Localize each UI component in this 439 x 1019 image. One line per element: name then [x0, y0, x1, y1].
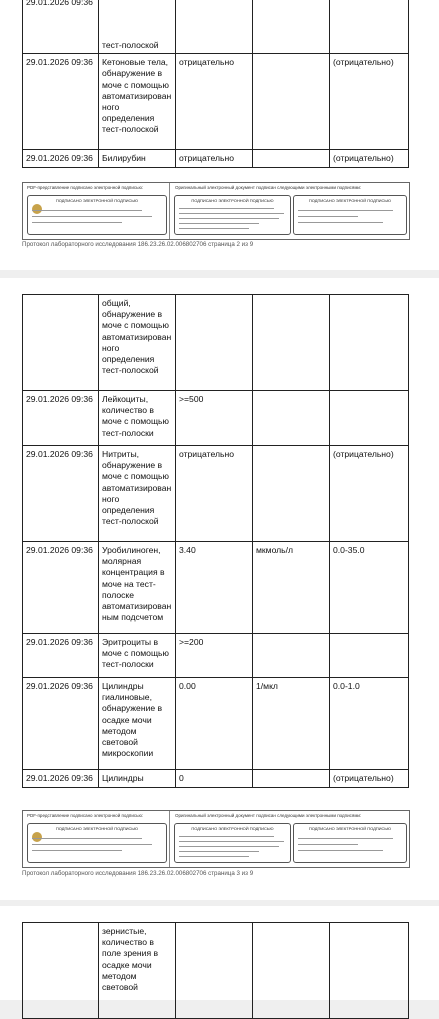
result-cell: [176, 923, 253, 1019]
reference-cell: [330, 295, 409, 391]
date-cell: 29.01.2026 09:36: [23, 678, 99, 770]
date-cell: 29.01.2026 09:36: [23, 542, 99, 634]
signature-stamp: ПОДПИСАНО ЭЛЕКТРОННОЙ ПОДПИСЬЮ: [27, 823, 167, 863]
date-cell: 29.01.2026 09:36: [23, 391, 99, 446]
result-cell: >=500: [176, 391, 253, 446]
document-page-3: [0, 278, 439, 900]
date-cell: 29.01.2026 09:36: [23, 634, 99, 678]
results-table: [22, 294, 409, 788]
test-name-cell: Лейкоциты, количество в моче с помощью тест-полоски: [99, 391, 176, 446]
test-name-cell: Цилиндры гиалиновые, обнаружение в осадке мочи методом световой микроскопии: [99, 678, 176, 770]
table-row: [23, 54, 409, 150]
result-cell: [176, 295, 253, 391]
result-cell: >=200: [176, 634, 253, 678]
test-name-cell: Уробилиноген, молярная концентрация в моче на тест-полоске автоматизирован ным подсчетом: [99, 542, 176, 634]
reference-cell: (отрицательно): [330, 150, 409, 168]
reference-cell: [330, 634, 409, 678]
result-cell: отрицательно: [176, 54, 253, 150]
test-name-cell: Билирубин: [99, 150, 176, 168]
reference-cell: [330, 391, 409, 446]
unit-cell: [253, 0, 330, 54]
date-cell: 29.01.2026 09:36: [23, 54, 99, 150]
table-row: [23, 923, 409, 1019]
table-row: [23, 446, 409, 542]
table-row: [23, 0, 409, 54]
unit-cell: [253, 54, 330, 150]
signature-right-title: Оригинальный электронный документ подписан следующими электронными подписями:: [175, 185, 362, 190]
unit-cell: [253, 770, 330, 788]
date-cell: 29.01.2026 09:36: [23, 150, 99, 168]
unit-cell: [253, 391, 330, 446]
test-name-cell: Нитриты, обнаружение в моче с помощью автоматизирован ного определения тест-полоской: [99, 446, 176, 542]
date-cell: [23, 923, 99, 1019]
unit-cell: [253, 923, 330, 1019]
unit-cell: [253, 634, 330, 678]
page-footer: Протокол лабораторного исследования 186.23.26.02.006802706 страница 2 из 9: [22, 241, 254, 248]
table-row: [23, 542, 409, 634]
unit-cell: [253, 446, 330, 542]
date-cell: 29.01.2026 09:36: [23, 770, 99, 788]
signature-stamp: ПОДПИСАНО ЭЛЕКТРОННОЙ ПОДПИСЬЮ: [293, 195, 407, 235]
table-row: [23, 391, 409, 446]
reference-cell: 0.0-1.0: [330, 678, 409, 770]
test-name-cell: зернистые, количество в поле зрения в осадке мочи методом световой: [99, 923, 176, 1019]
table-row: [23, 634, 409, 678]
test-name-cell: Кетоновые тела, обнаружение в моче с помощью автоматизирован ного определения тест-полоской: [99, 54, 176, 150]
test-name-cell: общий, обнаружение в моче с помощью автоматизирован ного определения тест-полоской: [99, 295, 176, 391]
signature-left-title: PDF-представление подписано электронной подписью:: [27, 185, 144, 190]
test-name-cell: Цилиндры: [99, 770, 176, 788]
table-row: [23, 295, 409, 391]
test-name-cell: тест-полоской: [99, 0, 176, 54]
result-cell: 0.00: [176, 678, 253, 770]
unit-cell: [253, 295, 330, 391]
signature-stamp: ПОДПИСАНО ЭЛЕКТРОННОЙ ПОДПИСЬЮ: [174, 195, 291, 235]
unit-cell: [253, 150, 330, 168]
date-cell: 29.01.2026 09:36: [23, 446, 99, 542]
results-table: [22, 0, 409, 168]
result-cell: отрицательно: [176, 150, 253, 168]
table-row: [23, 770, 409, 788]
emblem-icon: [32, 204, 42, 214]
signature-left-title: PDF-представление подписано электронной подписью:: [27, 813, 144, 818]
reference-cell: 0.0-35.0: [330, 542, 409, 634]
page-footer: Протокол лабораторного исследования 186.23.26.02.006802706 страница 3 из 9: [22, 870, 254, 877]
document-page-2: [0, 0, 439, 270]
test-name-cell: Эритроциты в моче с помощью тест-полоски: [99, 634, 176, 678]
signature-stamp: ПОДПИСАНО ЭЛЕКТРОННОЙ ПОДПИСЬЮ: [27, 195, 167, 235]
unit-cell: 1/мкл: [253, 678, 330, 770]
reference-cell: (отрицательно): [330, 446, 409, 542]
result-cell: [176, 0, 253, 54]
signature-stamp: ПОДПИСАНО ЭЛЕКТРОННОЙ ПОДПИСЬЮ: [174, 823, 291, 863]
table-row: [23, 150, 409, 168]
document-page-4: [0, 906, 439, 1000]
date-cell: 29.01.2026 09:36: [23, 0, 99, 54]
result-cell: 0: [176, 770, 253, 788]
emblem-icon: [32, 832, 42, 842]
e-signature-block: [22, 182, 410, 240]
reference-cell: (отрицательно): [330, 770, 409, 788]
reference-cell: [330, 0, 409, 54]
results-table: [22, 922, 409, 1019]
e-signature-block: [22, 810, 410, 868]
result-cell: 3.40: [176, 542, 253, 634]
table-row: [23, 678, 409, 770]
result-cell: отрицательно: [176, 446, 253, 542]
signature-stamp: ПОДПИСАНО ЭЛЕКТРОННОЙ ПОДПИСЬЮ: [293, 823, 407, 863]
signature-right-title: Оригинальный электронный документ подписан следующими электронными подписями:: [175, 813, 362, 818]
date-cell: [23, 295, 99, 391]
reference-cell: (отрицательно): [330, 54, 409, 150]
unit-cell: мкмоль/л: [253, 542, 330, 634]
reference-cell: [330, 923, 409, 1019]
